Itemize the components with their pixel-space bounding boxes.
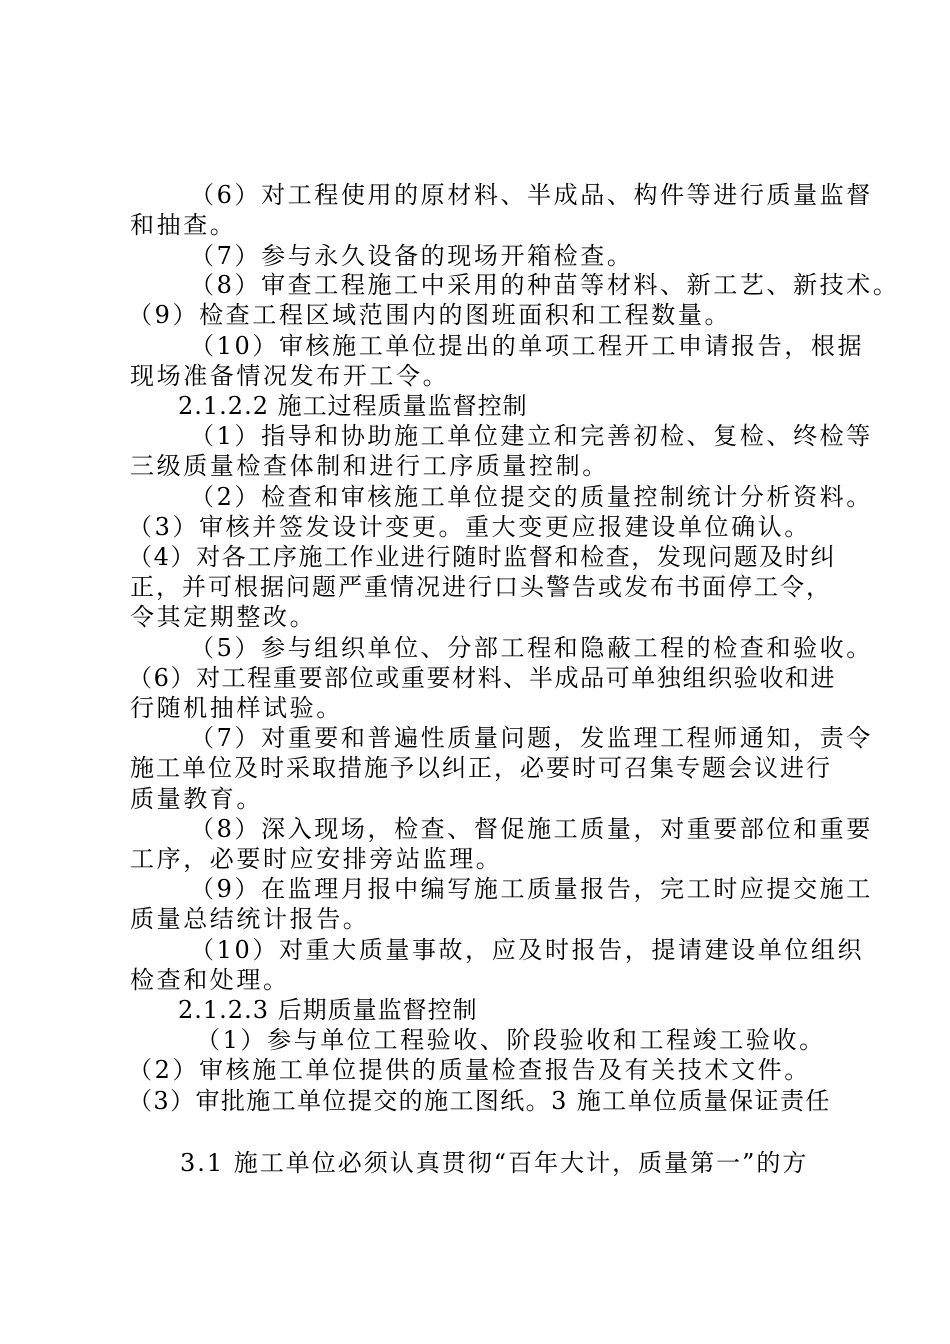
text-line: 行随机抽样试验。 — [130, 694, 343, 722]
text-line: （6）对工程使用的原材料、半成品、构件等进行质量监督 — [190, 181, 873, 209]
text-line: 检查和处理。 — [130, 966, 290, 994]
section-heading: 2.1.2.3 后期质量监督控制 — [178, 996, 478, 1024]
text-line: 三级质量检查体制和进行工序质量控制。 — [130, 452, 609, 480]
text-line: （9）检查工程区域范围内的图班面积和工程数量。 — [128, 301, 732, 329]
text-line: （8）深入现场，检查、督促施工质量，对重要部位和重要 — [190, 815, 873, 843]
text-line: （6）对工程重要部位或重要材料、半成品可单独组织验收和进 — [128, 664, 837, 692]
text-line: （3）审核并签发设计变更。重大变更应报建设单位确认。 — [128, 513, 811, 541]
text-line: 现场准备情况发布开工令。 — [130, 362, 450, 390]
text-line: 3.1 施工单位必须认真贯彻“百年大计，质量第一”的方 — [180, 1149, 809, 1177]
text-line: 和抽查。 — [130, 211, 237, 239]
text-line: 施工单位及时采取措施予以纠正，必要时可召集专题会议进行 — [130, 754, 832, 782]
text-line: 质量教育。 — [130, 785, 263, 813]
text-line: （2）检查和审核施工单位提交的质量控制统计分析资料。 — [190, 483, 873, 511]
text-line: （10）审核施工单位提出的单项工程开工申请报告，根据 — [190, 332, 865, 360]
text-line: 质量总结统计报告。 — [130, 905, 370, 933]
text-line: （4）对各工序施工作业进行随时监督和检查，发现问题及时纠 — [128, 543, 837, 571]
section-heading: 2.1.2.2 施工过程质量监督控制 — [178, 392, 528, 420]
text-line: （10）对重大质量事故，应及时报告，提请建设单位组织 — [190, 936, 865, 964]
text-line: （2）审核施工单位提供的质量检查报告及有关技术文件。 — [128, 1056, 811, 1084]
text-line: （8）审查工程施工中采用的种苗等材料、新工艺、新技术。 — [190, 271, 900, 299]
text-line: （3）审批施工单位提交的施工图纸。3 施工单位质量保证责任 — [128, 1087, 831, 1115]
text-line: 工序，必要时应安排旁站监理。 — [130, 845, 503, 873]
text-line: （1）指导和协助施工单位建立和完善初检、复检、终检等 — [190, 422, 873, 450]
text-line: （1）参与单位工程验收、阶段验收和工程竣工验收。 — [196, 1026, 826, 1054]
text-line: （5）参与组织单位、分部工程和隐蔽工程的检查和验收。 — [190, 634, 873, 662]
text-line: （7）参与永久设备的现场开箱检查。 — [190, 242, 634, 270]
text-line: （9）在监理月报中编写施工质量报告，完工时应提交施工 — [190, 875, 873, 903]
text-line: 令其定期整改。 — [130, 603, 317, 631]
text-line: 正，并可根据问题严重情况进行口头警告或发布书面停工令， — [130, 573, 832, 601]
text-line: （7）对重要和普遍性质量问题，发监理工程师通知，责令 — [190, 724, 873, 752]
